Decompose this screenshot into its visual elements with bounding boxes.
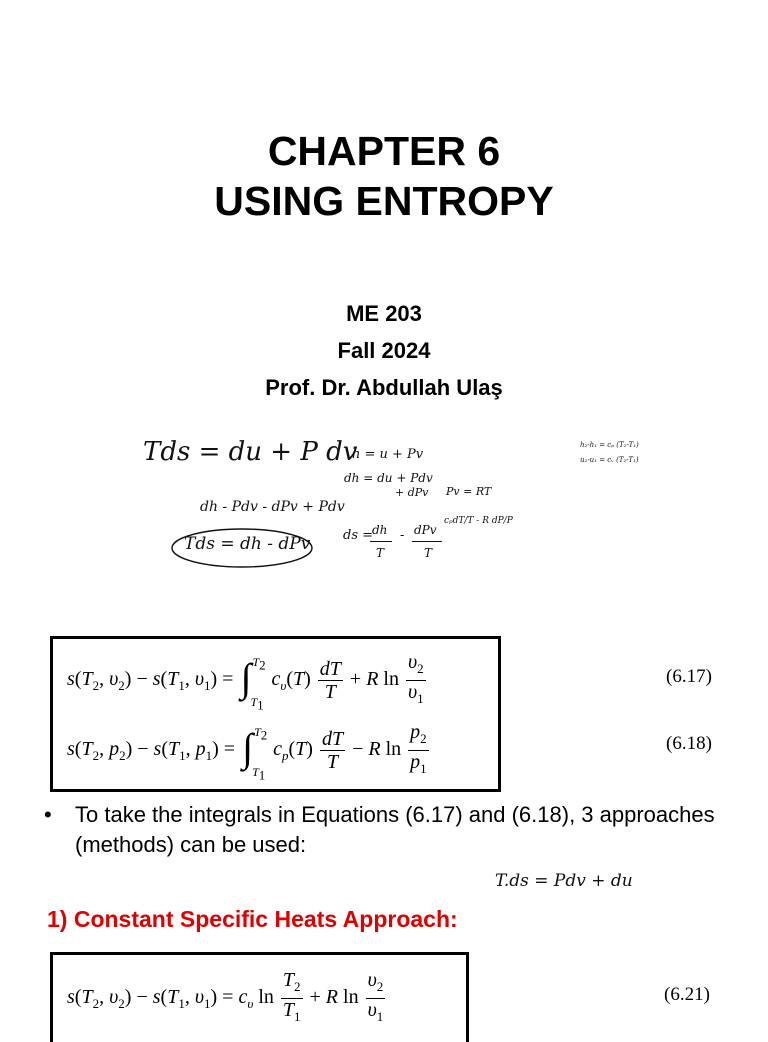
equation-box-entropy-change xyxy=(50,636,501,792)
handwritten-tds-equation-2: T.ds = Pdv + du xyxy=(495,871,633,891)
handwritten-ds-frac1-num: dh xyxy=(372,523,388,537)
handwritten-ds-frac1-den: T xyxy=(376,546,385,560)
equation-6-17: $s(T_2$, $\upsilon_2) - s(T_1$, $\upsilon_1$) = ∫ $T_2$ $T_1$ $c_\upsilon(T)$ $\frac{dT}{T}$ + R ln $\frac{\upsilon_2}{\upsilon_1}$ xyxy=(67,651,424,712)
course-code: ME 203 xyxy=(346,301,422,326)
handwritten-ds-lhs: ds = xyxy=(343,528,374,543)
equation-number-6-17: (6.17) xyxy=(666,666,712,687)
handwritten-dh-substitution: dh - Pdv - dPv + Pdv xyxy=(200,499,345,515)
bullet-marker: • xyxy=(44,802,52,827)
handwritten-ds-frac2-den: T xyxy=(424,546,433,560)
handwritten-frac2-bar xyxy=(412,541,442,542)
equation-number-6-18: (6.18) xyxy=(666,733,712,754)
handwritten-ideal-gas: Pv = RT xyxy=(446,485,492,498)
handwritten-dh-continuation: + dPv xyxy=(395,486,429,499)
equation-number-6-21: (6.21) xyxy=(664,984,710,1005)
handwritten-ds-result: cₚdT/T - R dP/P xyxy=(444,516,513,526)
equation-box-constant-specific-heats xyxy=(50,952,469,1042)
handwritten-dh-definition: dh = du + Pdv xyxy=(344,471,433,485)
course-instructor: Prof. Dr. Abdullah Ulaş xyxy=(265,375,503,400)
approach-heading: 1) Constant Specific Heats Approach: xyxy=(47,906,458,932)
handwritten-enthalpy-definition: h = u + Pv xyxy=(352,447,424,462)
handwritten-frac1-bar xyxy=(370,541,392,542)
chapter-title xyxy=(0,126,768,226)
handwritten-circled-tds: Tds = dh - dPv xyxy=(184,534,311,554)
handwritten-tds-equation: Tds = du + P dv xyxy=(143,437,358,467)
handwritten-ds-frac2-num: dPv xyxy=(414,523,437,537)
chapter-name: USING ENTROPY xyxy=(214,178,554,224)
equation-6-18: $s(T_2$, $p_2) - s(T_1$, $p_1$) = ∫ $T_2$ $T_1$ $c_p(T)$ $\frac{dT}{T}$ − R ln $\frac{p_2}{p_1}$ xyxy=(67,721,427,782)
chapter-number: CHAPTER 6 xyxy=(267,128,501,174)
handwritten-enthalpy-difference: h₂-h₁ = cₚ (T₂-T₁) xyxy=(580,441,639,449)
equation-6-21: $s(T_2$, $\upsilon_2) - s(T_1$, $\upsilon_1) = c_\upsilon$ ln $\frac{T_2}{T_1}$ + R ln $\frac{\upsilon_2}{\upsilon_1}$ xyxy=(67,969,384,1024)
course-term: Fall 2024 xyxy=(337,338,431,363)
handwritten-ds-minus: - xyxy=(400,528,405,543)
handwritten-energy-difference: u₂-u₁ = cᵥ (T₂-T₁) xyxy=(580,456,639,464)
bullet-text: To take the integrals in Equations (6.17) and (6.18), 3 approaches (methods) can be used: xyxy=(75,802,715,857)
